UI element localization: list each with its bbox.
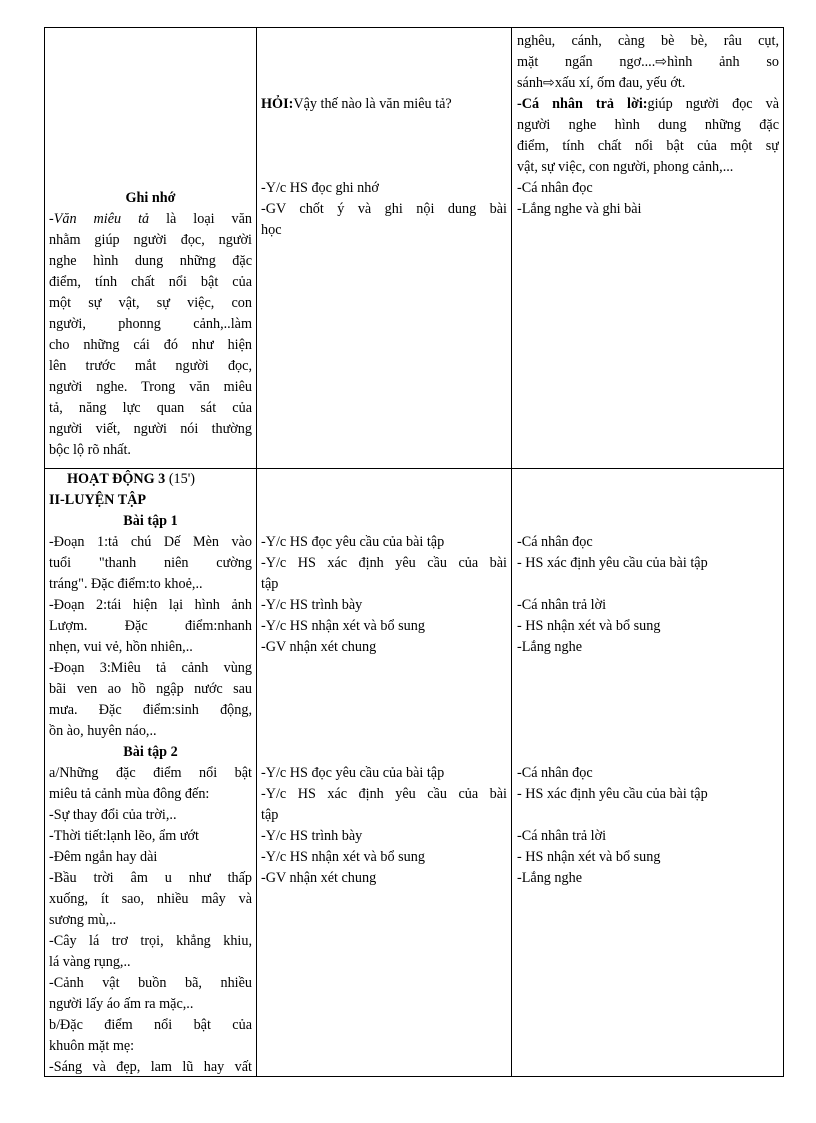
teacher-line: -GV nhận xét chung (261, 639, 377, 655)
teacher-line: tập (261, 576, 279, 592)
ghi-nho-line: một sự vật, sự việc, con (49, 295, 252, 311)
exercise-1-line: tráng". Đặc điểm:to khoẻ,.. (49, 576, 203, 592)
teacher-line: -Y/c HS đọc yêu cầu của bài tập (261, 765, 445, 781)
exercise-2-line: -Cây lá trơ trọi, khẳng khiu, (49, 933, 252, 949)
ghi-nho-heading: Ghi nhớ (125, 190, 176, 206)
teacher-question-cell (261, 94, 507, 115)
exercise-2-student-cell (517, 763, 779, 889)
exercise-2-line: -Đêm ngắn hay dài (49, 849, 158, 865)
teacher-line: -Y/c HS trình bày (261, 597, 363, 613)
exercise-1-teacher-cell (261, 532, 507, 658)
section-heading: II-LUYỆN TẬP (49, 492, 147, 508)
exercise-2-line: lá vàng rụng,.. (49, 954, 131, 970)
practice-content-cell (49, 469, 252, 1078)
ghi-nho-line: điểm, tính chất nổi bật của (49, 274, 252, 290)
ghi-nho-line: người, phonng cảnh,..làm (49, 316, 252, 332)
ghi-nho-cell (49, 188, 252, 461)
lesson-table (44, 27, 784, 1077)
exercise-2-line: miêu tả cảnh mùa đông đến: (49, 786, 210, 802)
student-line: -Cá nhân trả lời (517, 597, 607, 613)
student-line: -Lắng nghe (517, 639, 583, 655)
teacher-line: tập (261, 807, 279, 823)
student-line: -Cá nhân đọc (517, 765, 593, 781)
student-line (517, 805, 779, 826)
student-line: -Cá nhân đọc (517, 180, 593, 196)
student-line: -Cá nhân đọc (517, 534, 593, 550)
exercise-1-title: Bài tập 1 (123, 513, 178, 529)
student-line (517, 574, 779, 595)
exercise-2-line: xuống, ít sao, nhiều mây và (49, 891, 252, 907)
teacher-question: HỎI:Vậy thế nào là văn miêu tả? (261, 96, 452, 112)
teacher-line: -Y/c HS nhận xét và bổ sung (261, 849, 425, 865)
ghi-nho-line: nghe hình dung những đặc (49, 253, 252, 269)
exercise-2-line: sương mù,.. (49, 912, 117, 928)
column-divider-1 (256, 27, 257, 1077)
exercise-1-line: mưa. Đặc điểm:sinh động, (49, 702, 252, 718)
ghi-nho-line: người nghe. Trong văn miêu (49, 379, 252, 395)
teacher-line: -Y/c HS đọc yêu cầu của bài tập (261, 534, 445, 550)
student-line: vật, sự việc, con người, phong cảnh,... (517, 159, 734, 175)
ghi-nho-term: Văn miêu tả (53, 211, 150, 227)
exercise-2-line: -Sáng và đẹp, lam lũ hay vất (49, 1059, 252, 1075)
student-line: sánh⇨xấu xí, ốm đau, yếu ớt. (517, 75, 686, 91)
student-line: -Lắng nghe (517, 870, 583, 886)
column-divider-2 (511, 27, 512, 1077)
activity-heading: HOẠT ĐỘNG 3 (15') (67, 471, 196, 487)
ghi-nho-line: cho những cái đó như hiện (49, 337, 252, 353)
teacher-line: -Y/c HS nhận xét và bổ sung (261, 618, 425, 634)
student-line: người nghe hình dung những đặc (517, 117, 779, 133)
ghi-nho-first-line: -Văn miêu tả là loại văn (49, 211, 252, 227)
table-border-right (783, 27, 784, 1077)
student-line: điểm, tính chất nổi bật của một sự (517, 138, 779, 154)
teacher-line: -Y/c HS đọc ghi nhớ (261, 180, 379, 196)
ghi-nho-line: người viết, người nói thường (49, 421, 252, 437)
ghi-nho-line: bộc lộ rõ nhất. (49, 442, 131, 458)
student-answer-cell (517, 31, 779, 220)
student-line: nghêu, cánh, càng bè bè, râu cụt, (517, 33, 779, 49)
exercise-1-line: tuổi "thanh niên cường (49, 555, 252, 571)
student-line: mặt ngẩn ngơ....⇨hình ảnh so (517, 54, 779, 70)
student-line: -Cá nhân trả lời (517, 828, 607, 844)
exercise-1-line: -Đoạn 1:tả chú Dế Mèn vào (49, 534, 252, 550)
exercise-2-line: b/Đặc điểm nổi bật của (49, 1017, 252, 1033)
teacher-activity-cell (261, 178, 507, 241)
teacher-line: -GV chốt ý và ghi nội dung bài (261, 201, 507, 217)
exercise-1-line: ồn ào, huyên náo,.. (49, 723, 157, 739)
exercise-2-teacher-cell (261, 763, 507, 889)
exercise-2-line: -Thời tiết:lạnh lẽo, ẩm ướt (49, 828, 199, 844)
exercise-1-line: Lượm. Đặc điểm:nhanh (49, 618, 252, 634)
student-line: - HS xác định yêu cầu của bài tập (517, 786, 708, 802)
exercise-2-line: a/Những đặc điểm nổi bật (49, 765, 252, 781)
exercise-1-line: -Đoạn 3:Miêu tả cảnh vùng (49, 660, 252, 676)
ghi-nho-line: lên trước mắt người đọc, (49, 358, 252, 374)
exercise-2-line: -Cảnh vật buồn bã, nhiều (49, 975, 252, 991)
table-border-top (44, 27, 784, 28)
exercise-2-line: -Bầu trời âm u như thấp (49, 870, 252, 886)
student-answer: -Cá nhân trả lời:giúp người đọc và (517, 96, 779, 112)
teacher-line: -Y/c HS trình bày (261, 828, 363, 844)
teacher-line: học (261, 222, 282, 238)
exercise-1-line: bãi ven ao hồ ngập nước sau (49, 681, 252, 697)
table-border-left (44, 27, 45, 1077)
exercise-2-line: người lấy áo ấm ra mặc,.. (49, 996, 194, 1012)
ghi-nho-line: tả, năng lực quan sát của (49, 400, 252, 416)
exercise-1-line: -Đoạn 2:tái hiện lại hình ảnh (49, 597, 252, 613)
exercise-2-line: khuôn mặt mẹ: (49, 1038, 135, 1054)
ghi-nho-line: nhằm giúp người đọc, người (49, 232, 252, 248)
student-line: - HS nhận xét và bổ sung (517, 618, 661, 634)
student-line: - HS xác định yêu cầu của bài tập (517, 555, 708, 571)
teacher-line: -Y/c HS xác định yêu cầu của bài (261, 555, 507, 571)
student-line: - HS nhận xét và bổ sung (517, 849, 661, 865)
student-line: -Lắng nghe và ghi bài (517, 201, 642, 217)
exercise-1-line: nhẹn, vui vẻ, hồn nhiên,.. (49, 639, 193, 655)
teacher-line: -Y/c HS xác định yêu cầu của bài (261, 786, 507, 802)
exercise-2-line: -Sự thay đổi của trời,.. (49, 807, 177, 823)
exercise-2-title: Bài tập 2 (123, 744, 178, 760)
teacher-line: -GV nhận xét chung (261, 870, 377, 886)
exercise-1-student-cell (517, 532, 779, 658)
